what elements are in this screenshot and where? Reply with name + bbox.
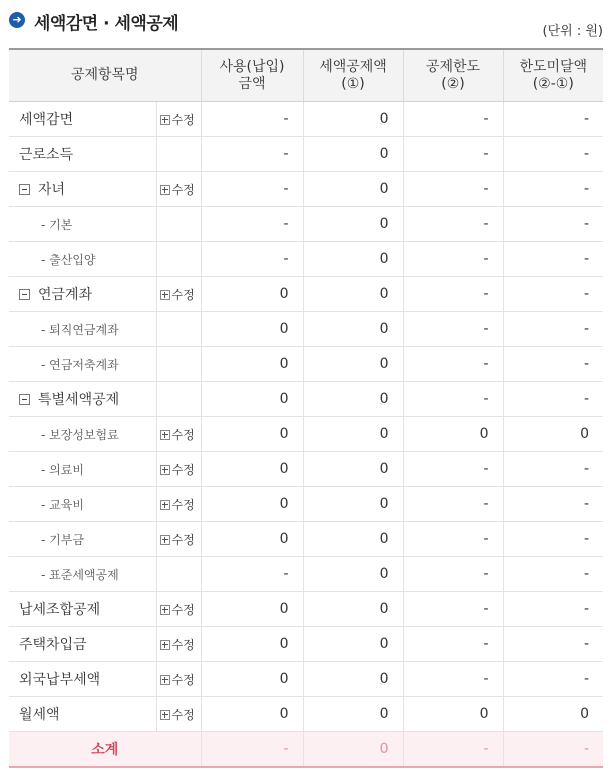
cell-limit: -: [403, 487, 503, 522]
total-limit: -: [403, 732, 503, 768]
plus-box-icon: [160, 710, 170, 720]
cell-limit: -: [403, 172, 503, 207]
table-row: [9, 242, 603, 277]
cell-used: -: [201, 207, 303, 242]
edit-button[interactable]: [160, 113, 195, 127]
edit-cell: [156, 487, 201, 522]
cell-limit: -: [403, 347, 503, 382]
cell-used: 0: [201, 417, 303, 452]
cell-limit: -: [403, 277, 503, 312]
row-name-cell: [9, 452, 156, 487]
row-name: - 기부금: [41, 532, 84, 547]
edit-button[interactable]: [160, 428, 195, 442]
row-name: 월세액: [19, 707, 60, 723]
cell-credit: 0: [303, 102, 403, 137]
edit-cell: [156, 592, 201, 627]
plus-box-icon: [160, 465, 170, 475]
edit-cell: [156, 347, 201, 382]
row-name-cell: [9, 662, 156, 697]
table-row: [9, 487, 603, 522]
total-used: -: [201, 732, 303, 768]
cell-gap: -: [503, 207, 603, 242]
cell-credit: 0: [303, 417, 403, 452]
edit-cell: [156, 627, 201, 662]
cell-limit: -: [403, 207, 503, 242]
table-row: [9, 102, 603, 137]
row-name: - 보장성보험료: [41, 427, 119, 442]
edit-label: 수정: [171, 637, 195, 652]
row-name: 세액감면: [19, 112, 74, 128]
row-name: - 기본: [41, 217, 73, 232]
cell-limit: -: [403, 102, 503, 137]
header-gap-line1: 한도미달액: [519, 58, 588, 75]
row-name-cell: [9, 277, 156, 312]
table-row: [9, 662, 603, 697]
row-name-cell: [9, 102, 156, 137]
row-name: 연금계좌: [38, 287, 93, 303]
edit-button[interactable]: [160, 183, 195, 197]
header-limit-line1: 공제한도: [425, 58, 481, 75]
table-header-row: [9, 49, 603, 102]
plus-box-icon: [160, 535, 170, 545]
row-name: 외국납부세액: [19, 672, 101, 688]
cell-credit: 0: [303, 662, 403, 697]
edit-cell: [156, 662, 201, 697]
header-credit: [303, 49, 403, 102]
cell-used: 0: [201, 627, 303, 662]
header-gap-line2: (②-①): [532, 75, 574, 92]
edit-label: 수정: [171, 532, 195, 547]
cell-credit: 0: [303, 242, 403, 277]
table-row: [9, 592, 603, 627]
table-row: [9, 382, 603, 417]
cell-limit: -: [403, 137, 503, 172]
plus-box-icon: [160, 500, 170, 510]
row-name-cell: [9, 627, 156, 662]
cell-used: 0: [201, 452, 303, 487]
cell-gap: -: [503, 242, 603, 277]
cell-limit: -: [403, 627, 503, 662]
cell-credit: 0: [303, 487, 403, 522]
total-gap: -: [503, 732, 603, 768]
plus-box-icon: [160, 605, 170, 615]
total-credit: 0: [303, 732, 403, 768]
cell-limit: -: [403, 522, 503, 557]
edit-cell: [156, 312, 201, 347]
edit-cell: [156, 697, 201, 732]
cell-limit: -: [403, 312, 503, 347]
header-limit-line2: (②): [441, 75, 465, 92]
row-name-cell: [9, 207, 156, 242]
row-name-cell: [9, 487, 156, 522]
cell-credit: 0: [303, 277, 403, 312]
edit-button[interactable]: [160, 708, 195, 722]
cell-credit: 0: [303, 522, 403, 557]
row-name-cell: [9, 417, 156, 452]
cell-credit: 0: [303, 137, 403, 172]
edit-label: 수정: [171, 497, 195, 512]
row-name: - 표준세액공제: [41, 567, 119, 582]
collapse-icon[interactable]: [19, 289, 30, 300]
cell-used: 0: [201, 382, 303, 417]
table-row: [9, 137, 603, 172]
cell-used: 0: [201, 347, 303, 382]
edit-cell: [156, 102, 201, 137]
table-row: [9, 277, 603, 312]
edit-label: 수정: [171, 707, 195, 722]
row-name-cell: [9, 172, 156, 207]
edit-cell: [156, 417, 201, 452]
cell-gap: -: [503, 172, 603, 207]
row-name-cell: [9, 312, 156, 347]
edit-cell: [156, 382, 201, 417]
section-header: [0, 0, 615, 48]
plus-box-icon: [160, 640, 170, 650]
edit-cell: [156, 277, 201, 312]
row-name-cell: [9, 697, 156, 732]
header-used-line1: 사용(납입): [219, 58, 285, 75]
edit-cell: [156, 207, 201, 242]
row-name: - 출산입양: [41, 252, 96, 267]
header-used: [201, 49, 303, 102]
cell-credit: 0: [303, 172, 403, 207]
edit-button[interactable]: [160, 463, 195, 477]
cell-gap: -: [503, 592, 603, 627]
header-used-line2: 금액: [238, 75, 266, 92]
cell-used: -: [201, 102, 303, 137]
cell-credit: 0: [303, 697, 403, 732]
row-name: - 의료비: [41, 462, 84, 477]
cell-used: 0: [201, 312, 303, 347]
cell-gap: -: [503, 452, 603, 487]
cell-limit: 0: [403, 417, 503, 452]
header-limit: [403, 49, 503, 102]
tax-credit-table: [9, 48, 603, 768]
plus-box-icon: [160, 115, 170, 125]
collapse-icon[interactable]: [19, 184, 30, 195]
table-row: [9, 347, 603, 382]
table-row: [9, 697, 603, 732]
cell-used: 0: [201, 277, 303, 312]
edit-cell: [156, 557, 201, 592]
table-row: [9, 207, 603, 242]
cell-used: -: [201, 137, 303, 172]
cell-limit: -: [403, 382, 503, 417]
plus-box-icon: [160, 430, 170, 440]
cell-used: -: [201, 557, 303, 592]
edit-label: 수정: [171, 182, 195, 197]
cell-used: -: [201, 242, 303, 277]
edit-cell: [156, 522, 201, 557]
edit-label: 수정: [171, 427, 195, 442]
edit-button[interactable]: [160, 673, 195, 687]
cell-gap: -: [503, 662, 603, 697]
arrow-right-icon: ➜: [9, 12, 25, 28]
cell-used: 0: [201, 697, 303, 732]
table-row: [9, 522, 603, 557]
cell-gap: -: [503, 347, 603, 382]
table-row: [9, 417, 603, 452]
edit-label: 수정: [171, 462, 195, 477]
cell-gap: -: [503, 137, 603, 172]
edit-cell: [156, 452, 201, 487]
cell-used: 0: [201, 662, 303, 697]
row-name: - 연금저축계좌: [41, 357, 119, 372]
edit-label: 수정: [171, 602, 195, 617]
cell-gap: -: [503, 382, 603, 417]
row-name: - 교육비: [41, 497, 84, 512]
edit-button[interactable]: [160, 288, 195, 302]
cell-limit: -: [403, 662, 503, 697]
cell-credit: 0: [303, 347, 403, 382]
plus-box-icon: [160, 675, 170, 685]
cell-gap: -: [503, 312, 603, 347]
edit-button[interactable]: [160, 603, 195, 617]
cell-limit: -: [403, 452, 503, 487]
edit-button[interactable]: [160, 498, 195, 512]
cell-limit: -: [403, 592, 503, 627]
unit-label: (단위 : 원): [542, 24, 603, 39]
total-row: [9, 732, 603, 768]
row-name: - 퇴직연금계좌: [41, 322, 119, 337]
edit-cell: [156, 137, 201, 172]
cell-credit: 0: [303, 452, 403, 487]
cell-used: 0: [201, 592, 303, 627]
cell-limit: 0: [403, 697, 503, 732]
row-name-cell: [9, 347, 156, 382]
section-title: 세액감면 · 세액공제: [34, 14, 179, 34]
row-name: 자녀: [38, 182, 66, 198]
cell-limit: -: [403, 242, 503, 277]
header-gap: [503, 49, 603, 102]
row-name-cell: [9, 557, 156, 592]
cell-gap: -: [503, 487, 603, 522]
cell-credit: 0: [303, 207, 403, 242]
cell-credit: 0: [303, 592, 403, 627]
row-name-cell: [9, 137, 156, 172]
edit-label: 수정: [171, 287, 195, 302]
header-credit-line1: 세액공제액: [319, 58, 387, 75]
header-credit-line2: (①): [341, 75, 365, 92]
row-name-cell: [9, 242, 156, 277]
cell-credit: 0: [303, 382, 403, 417]
cell-limit: -: [403, 557, 503, 592]
table-row: [9, 627, 603, 662]
edit-label: 수정: [171, 112, 195, 127]
total-label: 소계: [9, 732, 201, 768]
cell-credit: 0: [303, 627, 403, 662]
cell-gap: 0: [503, 697, 603, 732]
row-name-cell: [9, 592, 156, 627]
cell-credit: 0: [303, 557, 403, 592]
plus-box-icon: [160, 185, 170, 195]
cell-used: 0: [201, 522, 303, 557]
edit-button[interactable]: [160, 533, 195, 547]
row-name: 근로소득: [19, 147, 74, 163]
edit-label: 수정: [171, 672, 195, 687]
cell-gap: -: [503, 102, 603, 137]
cell-gap: -: [503, 277, 603, 312]
cell-credit: 0: [303, 312, 403, 347]
row-name-cell: [9, 382, 156, 417]
cell-gap: -: [503, 522, 603, 557]
cell-gap: -: [503, 627, 603, 662]
cell-used: -: [201, 172, 303, 207]
header-item: 공제항목명: [9, 49, 201, 102]
table-row: [9, 172, 603, 207]
row-name-cell: [9, 522, 156, 557]
table-body: [9, 102, 603, 768]
row-name: 납세조합공제: [19, 602, 101, 618]
row-name: 주택차입금: [19, 637, 87, 653]
row-name: 특별세액공제: [38, 392, 120, 408]
plus-box-icon: [160, 290, 170, 300]
table-row: [9, 557, 603, 592]
collapse-icon[interactable]: [19, 394, 30, 405]
edit-cell: [156, 242, 201, 277]
cell-gap: -: [503, 557, 603, 592]
cell-gap: 0: [503, 417, 603, 452]
cell-used: 0: [201, 487, 303, 522]
edit-cell: [156, 172, 201, 207]
edit-button[interactable]: [160, 638, 195, 652]
table-row: [9, 312, 603, 347]
table-row: [9, 452, 603, 487]
